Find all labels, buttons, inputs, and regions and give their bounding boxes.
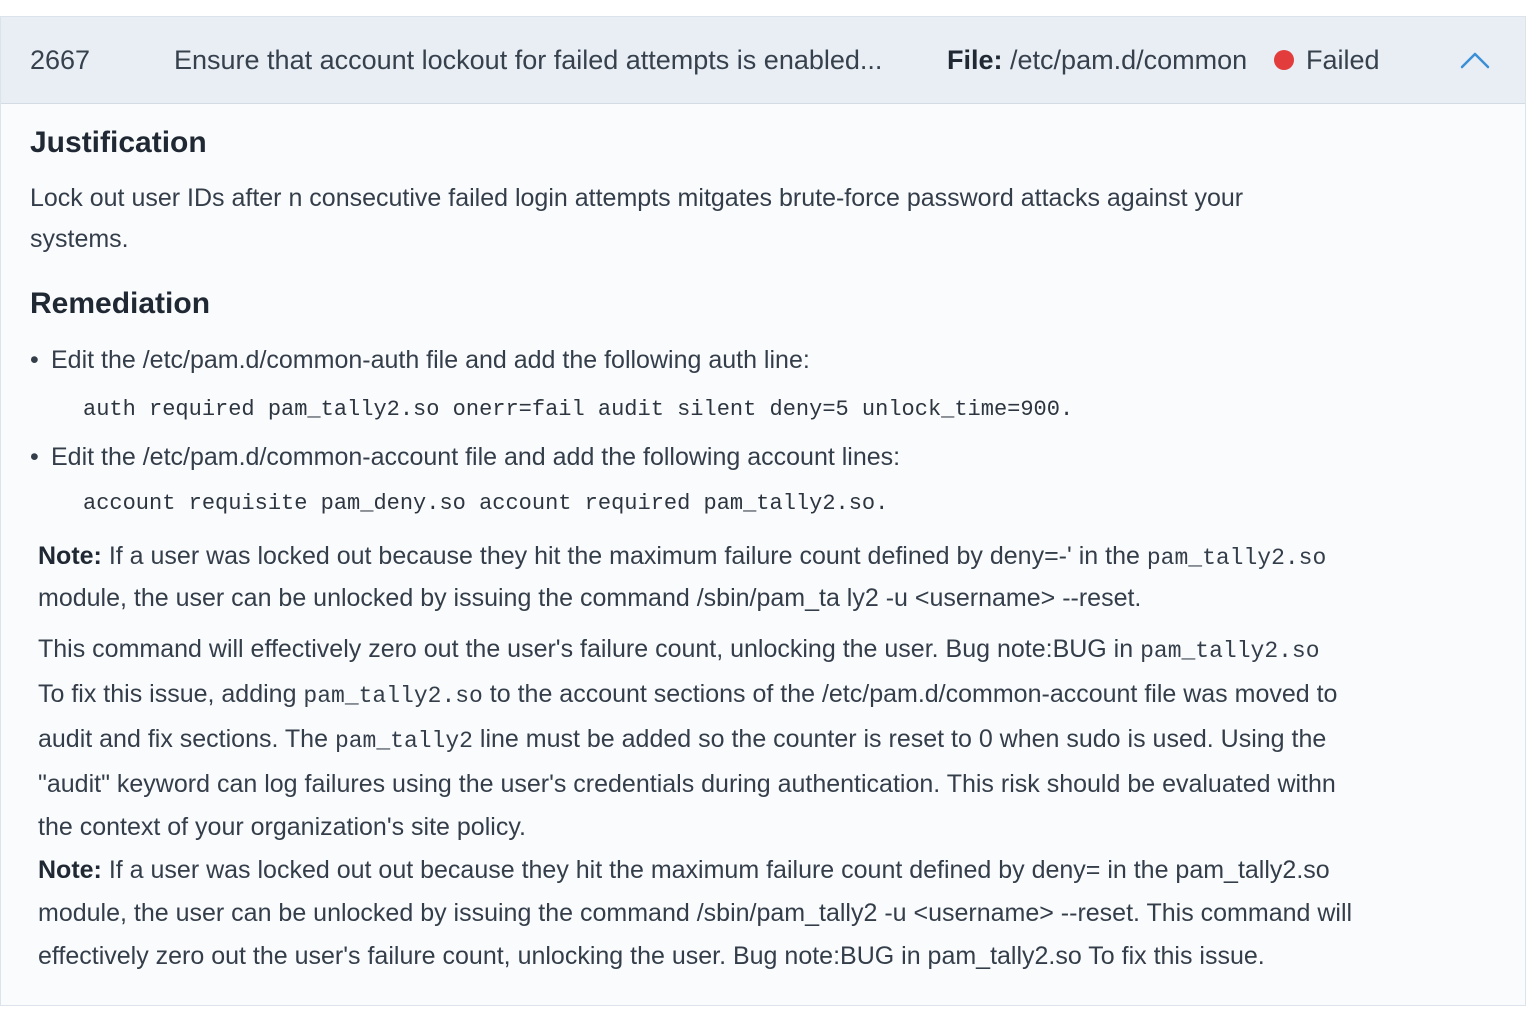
rule-detail-panel (0, 16, 1526, 1006)
justification-heading: Justification (30, 126, 207, 159)
status-dot-icon (1274, 50, 1294, 70)
note-2: Note: If a user was locked out out because they hit the maximum failure count defined by deny= in the pam_tally2.so module, the user can be unlocked by issuing the command /sbin/pam_tally2 -u <username> --reset. This command will effectively zero out the user's failure count, unlocking the user. Bug note:BUG in pam_tally2.so To fix this issue. (38, 856, 1353, 970)
status-badge (1274, 45, 1380, 76)
code-snippet-1: auth required pam_tally2.so onerr=fail audit silent deny=5 unlock_time=900. (83, 397, 1074, 422)
note-1: Note: If a user was locked out because they hit the maximum failure count defined by deny=-' in the pam_tally2.so module, the user can be unlocked by issuing the command /sbin/pam_ta ly2 -u <username> --reset. (38, 542, 1327, 612)
rule-row-header[interactable] (1, 17, 1525, 104)
remediation-step-2: • Edit the /etc/pam.d/common-account file and add the following account lines: (30, 443, 901, 471)
file-path: /etc/pam.d/common (1010, 45, 1248, 75)
remediation-heading: Remediation (30, 287, 211, 320)
bug-note-paragraph: This command will effectively zero out the user's failure count, unlocking the user. Bug note:BUG in pam_tally2.so To fix this issue, adding pam_tally2.so to the account sections of the /etc/pam.d/common-account file was moved to audit and fix sections. The pam_tally2 line must be added so the counter is reset to 0 when sudo is used. Using the "audit" keyword can log failures using the user's credentials during authentication. This risk should be evaluated withn the context of your organization's site policy. (38, 635, 1338, 841)
justification-text: Lock out user IDs after n consecutive failed login attempts mitgates brute-force password attacks against your systems. (30, 184, 1244, 253)
code-snippet-2: account requisite pam_deny.so account required pam_tally2.so. (83, 491, 889, 516)
rule-id: 2667 (30, 45, 91, 75)
status-text: Failed (1306, 45, 1380, 75)
rule-title: Ensure that account lockout for failed attempts is enabled... (174, 45, 883, 75)
file-label: File: (947, 45, 1003, 75)
chevron-up-icon[interactable] (1459, 47, 1491, 69)
rule-file (947, 45, 1247, 76)
remediation-step-1: • Edit the /etc/pam.d/common-auth file and add the following auth line: (30, 346, 810, 374)
